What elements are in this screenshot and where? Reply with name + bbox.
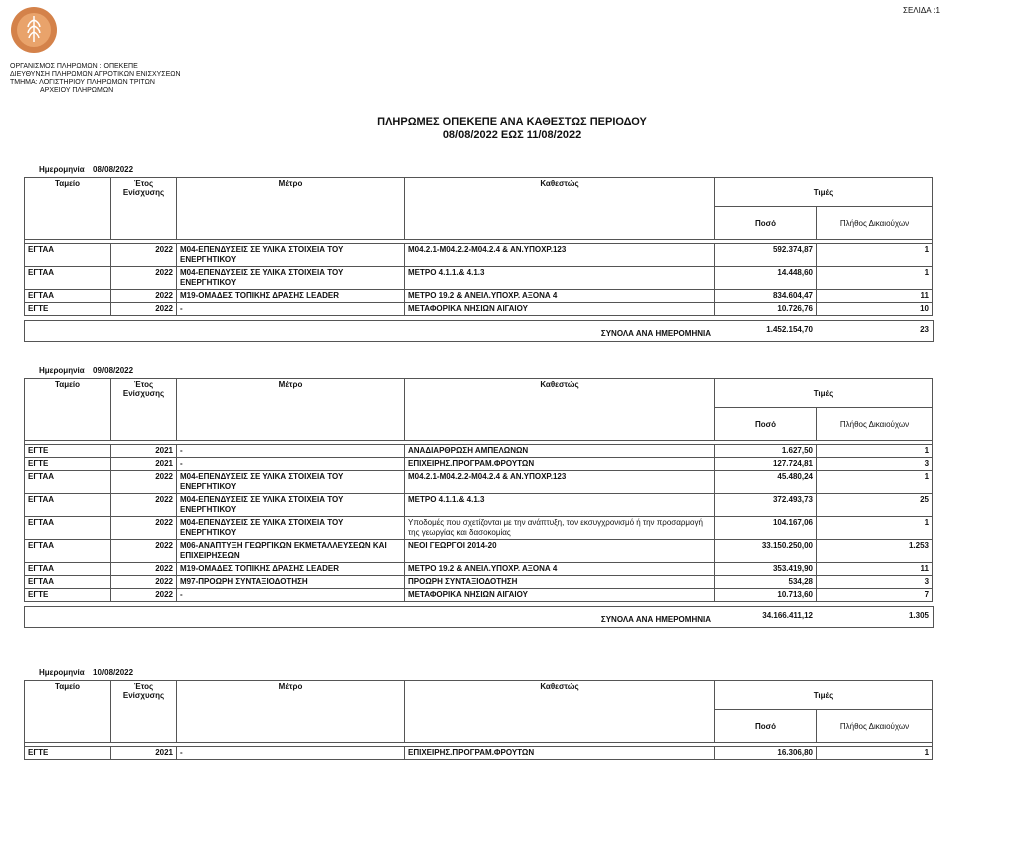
- report-period: 08/08/2022 ΕΩΣ 11/08/2022: [442, 129, 582, 141]
- date-section: [24, 364, 932, 628]
- date-label: Ημερομηνία: [39, 668, 85, 677]
- date-label: Ημερομηνία: [39, 366, 85, 375]
- cell-scheme: ΝΕΟΙ ΓΕΩΡΓΟΙ 2014-20: [405, 540, 715, 563]
- cell-amount: 33.150.250,00: [715, 540, 817, 563]
- payments-table: [24, 680, 933, 760]
- table-row: [25, 471, 933, 494]
- cell-count: 3: [817, 576, 933, 589]
- cell-amount: 16.306,80: [715, 747, 817, 760]
- cell-amount: 834.604,47: [715, 290, 817, 303]
- table-row: [25, 576, 933, 589]
- cell-measure: Μ06-ΑΝΑΠΤΥΞΗ ΓΕΩΡΓΙΚΩΝ ΕΚΜΕΤΑΛΛΕΥΣΕΩΝ ΚΑΙ ΕΠΙΧΕΙΡΗΣΕΩΝ: [177, 540, 405, 563]
- cell-amount: 592.374,87: [715, 244, 817, 267]
- col-fund: Ταμείο: [25, 379, 111, 441]
- cell-measure: Μ04-ΕΠΕΝΔΥΣΕΙΣ ΣΕ ΥΛΙΚΑ ΣΤΟΙΧΕΙΑ ΤΟΥ ΕΝΕΡΓΗΤΙΚΟΥ: [177, 267, 405, 290]
- date-line: [24, 163, 932, 177]
- col-year: Έτος Ενίσχυσης: [111, 178, 177, 240]
- cell-scheme: ΑΝΑΔΙΑΡΘΡΩΣΗ ΑΜΠΕΛΩΝΩΝ: [405, 445, 715, 458]
- cell-count: 1: [817, 517, 933, 540]
- cell-amount: 534,28: [715, 576, 817, 589]
- cell-measure: Μ04-ΕΠΕΝΔΥΣΕΙΣ ΣΕ ΥΛΙΚΑ ΣΤΟΙΧΕΙΑ ΤΟΥ ΕΝΕΡΓΗΤΙΚΟΥ: [177, 517, 405, 540]
- cell-year: 2022: [111, 290, 177, 303]
- cell-year: 2022: [111, 244, 177, 267]
- cell-fund: ΕΓΤΑΑ: [25, 517, 111, 540]
- cell-year: 2022: [111, 576, 177, 589]
- date-section: [24, 666, 932, 760]
- cell-amount: 1.627,50: [715, 445, 817, 458]
- cell-fund: ΕΓΤΑΑ: [25, 494, 111, 517]
- date-label: Ημερομηνία: [39, 165, 85, 174]
- cell-amount: 10.726,76: [715, 303, 817, 316]
- cell-count: 1.253: [817, 540, 933, 563]
- col-count: Πλήθος Δικαιούχων: [817, 408, 933, 441]
- date-value: 10/08/2022: [93, 668, 134, 677]
- col-fund: Ταμείο: [25, 178, 111, 240]
- col-measure: Μέτρο: [177, 379, 405, 441]
- date-total: [24, 320, 934, 342]
- cell-count: 3: [817, 458, 933, 471]
- total-label: ΣΥΝΟΛΑ ΑΝΑ ΗΜΕΡΟΜΗΝΙΑ: [600, 615, 711, 624]
- org-line: ΤΜΗΜΑ: ΛΟΓΙΣΤΗΡΙΟΥ ΠΛΗΡΩΜΩΝ ΤΡΙΤΩΝ: [10, 79, 155, 86]
- cell-count: 1: [817, 747, 933, 760]
- total-amount: 1.452.154,70: [766, 325, 813, 334]
- cell-year: 2021: [111, 458, 177, 471]
- org-line: ΔΙΕΥΘΥΝΣΗ ΠΛΗΡΩΜΩΝ ΑΓΡΟΤΙΚΩΝ ΕΝΙΣΧΥΣΕΩΝ: [10, 71, 181, 78]
- cell-year: 2021: [111, 747, 177, 760]
- table-row: [25, 244, 933, 267]
- cell-fund: ΕΓΤΕ: [25, 589, 111, 602]
- cell-measure: -: [177, 445, 405, 458]
- col-scheme: Καθεστώς: [405, 178, 715, 240]
- table-row: [25, 517, 933, 540]
- cell-year: 2022: [111, 494, 177, 517]
- cell-count: 1: [817, 244, 933, 267]
- cell-fund: ΕΓΤΕ: [25, 747, 111, 760]
- cell-fund: ΕΓΤΑΑ: [25, 244, 111, 267]
- cell-scheme: ΜΕΤΡΟ 4.1.1.& 4.1.3: [405, 494, 715, 517]
- payments-table: [24, 177, 933, 316]
- table-row: [25, 494, 933, 517]
- org-line: ΑΡΧΕΙΟΥ ΠΛΗΡΩΜΩΝ: [40, 87, 114, 94]
- cell-fund: ΕΓΤΑΑ: [25, 576, 111, 589]
- cell-fund: ΕΓΤΑΑ: [25, 267, 111, 290]
- table-row: [25, 290, 933, 303]
- cell-measure: Μ19-ΟΜΑΔΕΣ ΤΟΠΙΚΗΣ ΔΡΑΣΗΣ LEADER: [177, 563, 405, 576]
- cell-measure: -: [177, 589, 405, 602]
- table-row: [25, 540, 933, 563]
- cell-measure: -: [177, 747, 405, 760]
- cell-scheme: ΜΕΤΑΦΟΡΙΚΑ ΝΗΣΙΩΝ ΑΙΓΑΙΟΥ: [405, 589, 715, 602]
- col-count: Πλήθος Δικαιούχων: [817, 207, 933, 240]
- cell-fund: ΕΓΤΑΑ: [25, 563, 111, 576]
- cell-count: 1: [817, 471, 933, 494]
- cell-year: 2022: [111, 303, 177, 316]
- cell-year: 2022: [111, 471, 177, 494]
- cell-amount: 14.448,60: [715, 267, 817, 290]
- total-count: 1.305: [908, 611, 929, 620]
- cell-year: 2022: [111, 267, 177, 290]
- cell-amount: 127.724,81: [715, 458, 817, 471]
- col-values: Τιμές: [715, 681, 933, 710]
- col-values: Τιμές: [715, 379, 933, 408]
- cell-amount: 353.419,90: [715, 563, 817, 576]
- cell-fund: ΕΓΤΕ: [25, 445, 111, 458]
- report-title: ΠΛΗΡΩΜΕΣ ΟΠΕΚΕΠΕ ΑΝΑ ΚΑΘΕΣΤΩΣ ΠΕΡΙΟΔΟΥ: [377, 116, 647, 128]
- cell-fund: ΕΓΤΕ: [25, 458, 111, 471]
- date-value: 09/08/2022: [93, 366, 134, 375]
- col-scheme: Καθεστώς: [405, 379, 715, 441]
- col-measure: Μέτρο: [177, 178, 405, 240]
- cell-count: 1: [817, 445, 933, 458]
- cell-measure: Μ97-ΠΡΟΩΡΗ ΣΥΝΤΑΞΙΟΔΟΤΗΣΗ: [177, 576, 405, 589]
- organization-block: [10, 63, 181, 95]
- cell-year: 2022: [111, 563, 177, 576]
- cell-scheme: Μ04.2.1-Μ04.2.2-Μ04.2.4 & ΑΝ.ΥΠΟΧΡ.123: [405, 244, 715, 267]
- cell-measure: Μ19-ΟΜΑΔΕΣ ΤΟΠΙΚΗΣ ΔΡΑΣΗΣ LEADER: [177, 290, 405, 303]
- cell-measure: -: [177, 303, 405, 316]
- cell-year: 2022: [111, 540, 177, 563]
- table-row: [25, 589, 933, 602]
- table-row: [25, 445, 933, 458]
- cell-scheme: ΜΕΤΡΟ 4.1.1.& 4.1.3: [405, 267, 715, 290]
- col-scheme: Καθεστώς: [405, 681, 715, 743]
- col-amount: Ποσό: [715, 710, 817, 743]
- table-row: [25, 747, 933, 760]
- date-section: [24, 163, 932, 342]
- col-measure: Μέτρο: [177, 681, 405, 743]
- date-line: [24, 364, 932, 378]
- cell-fund: ΕΓΤΑΑ: [25, 540, 111, 563]
- col-values: Τιμές: [715, 178, 933, 207]
- cell-fund: ΕΓΤΑΑ: [25, 471, 111, 494]
- table-row: [25, 458, 933, 471]
- cell-year: 2022: [111, 589, 177, 602]
- cell-count: 11: [817, 563, 933, 576]
- cell-scheme: ΜΕΤΑΦΟΡΙΚΑ ΝΗΣΙΩΝ ΑΙΓΑΙΟΥ: [405, 303, 715, 316]
- cell-fund: ΕΓΤΑΑ: [25, 290, 111, 303]
- cell-amount: 45.480,24: [715, 471, 817, 494]
- table-row: [25, 267, 933, 290]
- cell-year: 2021: [111, 445, 177, 458]
- date-value: 08/08/2022: [93, 165, 134, 174]
- table-row: [25, 563, 933, 576]
- total-label: ΣΥΝΟΛΑ ΑΝΑ ΗΜΕΡΟΜΗΝΙΑ: [600, 329, 711, 338]
- cell-scheme: ΜΕΤΡΟ 19.2 & ΑΝΕΙΛ.ΥΠΟΧΡ. ΑΞΟΝΑ 4: [405, 290, 715, 303]
- cell-count: 11: [817, 290, 933, 303]
- col-amount: Ποσό: [715, 207, 817, 240]
- cell-count: 25: [817, 494, 933, 517]
- cell-scheme: ΕΠΙΧΕΙΡΗΣ.ΠΡΟΓΡΑΜ.ΦΡΟΥΤΩΝ: [405, 747, 715, 760]
- col-count: Πλήθος Δικαιούχων: [817, 710, 933, 743]
- cell-count: 7: [817, 589, 933, 602]
- cell-amount: 104.167,06: [715, 517, 817, 540]
- cell-scheme: ΠΡΟΩΡΗ ΣΥΝΤΑΞΙΟΔΟΤΗΣΗ: [405, 576, 715, 589]
- cell-scheme: ΕΠΙΧΕΙΡΗΣ.ΠΡΟΓΡΑΜ.ΦΡΟΥΤΩΝ: [405, 458, 715, 471]
- cell-amount: 10.713,60: [715, 589, 817, 602]
- opekepe-logo: [10, 6, 58, 54]
- col-fund: Ταμείο: [25, 681, 111, 743]
- col-year: Έτος Ενίσχυσης: [111, 681, 177, 743]
- cell-fund: ΕΓΤΕ: [25, 303, 111, 316]
- table-row: [25, 303, 933, 316]
- col-year: Έτος Ενίσχυσης: [111, 379, 177, 441]
- payments-table: [24, 378, 933, 602]
- total-count: 23: [920, 325, 929, 334]
- cell-year: 2022: [111, 517, 177, 540]
- total-amount: 34.166.411,12: [762, 611, 813, 620]
- col-amount: Ποσό: [715, 408, 817, 441]
- cell-measure: -: [177, 458, 405, 471]
- cell-count: 10: [817, 303, 933, 316]
- report-title-block: [0, 116, 1024, 142]
- org-line: ΟΡΓΑΝΙΣΜΟΣ ΠΛΗΡΩΜΩΝ : ΟΠΕΚΕΠΕ: [10, 63, 138, 70]
- cell-measure: Μ04-ΕΠΕΝΔΥΣΕΙΣ ΣΕ ΥΛΙΚΑ ΣΤΟΙΧΕΙΑ ΤΟΥ ΕΝΕΡΓΗΤΙΚΟΥ: [177, 471, 405, 494]
- cell-measure: Μ04-ΕΠΕΝΔΥΣΕΙΣ ΣΕ ΥΛΙΚΑ ΣΤΟΙΧΕΙΑ ΤΟΥ ΕΝΕΡΓΗΤΙΚΟΥ: [177, 244, 405, 267]
- cell-measure: Μ04-ΕΠΕΝΔΥΣΕΙΣ ΣΕ ΥΛΙΚΑ ΣΤΟΙΧΕΙΑ ΤΟΥ ΕΝΕΡΓΗΤΙΚΟΥ: [177, 494, 405, 517]
- date-total: [24, 606, 934, 628]
- page-number: ΣΕΛΙΔΑ :1: [903, 6, 940, 15]
- cell-scheme: Μ04.2.1-Μ04.2.2-Μ04.2.4 & ΑΝ.ΥΠΟΧΡ.123: [405, 471, 715, 494]
- date-line: [24, 666, 932, 680]
- cell-scheme: ΜΕΤΡΟ 19.2 & ΑΝΕΙΛ.ΥΠΟΧΡ. ΑΞΟΝΑ 4: [405, 563, 715, 576]
- cell-count: 1: [817, 267, 933, 290]
- cell-scheme: Υποδομές που σχετίζονται με την ανάπτυξη, τον εκσυγχρονισμό ή την προσαρμογή της γεωργίας και δασοκομίας: [405, 517, 715, 540]
- cell-amount: 372.493,73: [715, 494, 817, 517]
